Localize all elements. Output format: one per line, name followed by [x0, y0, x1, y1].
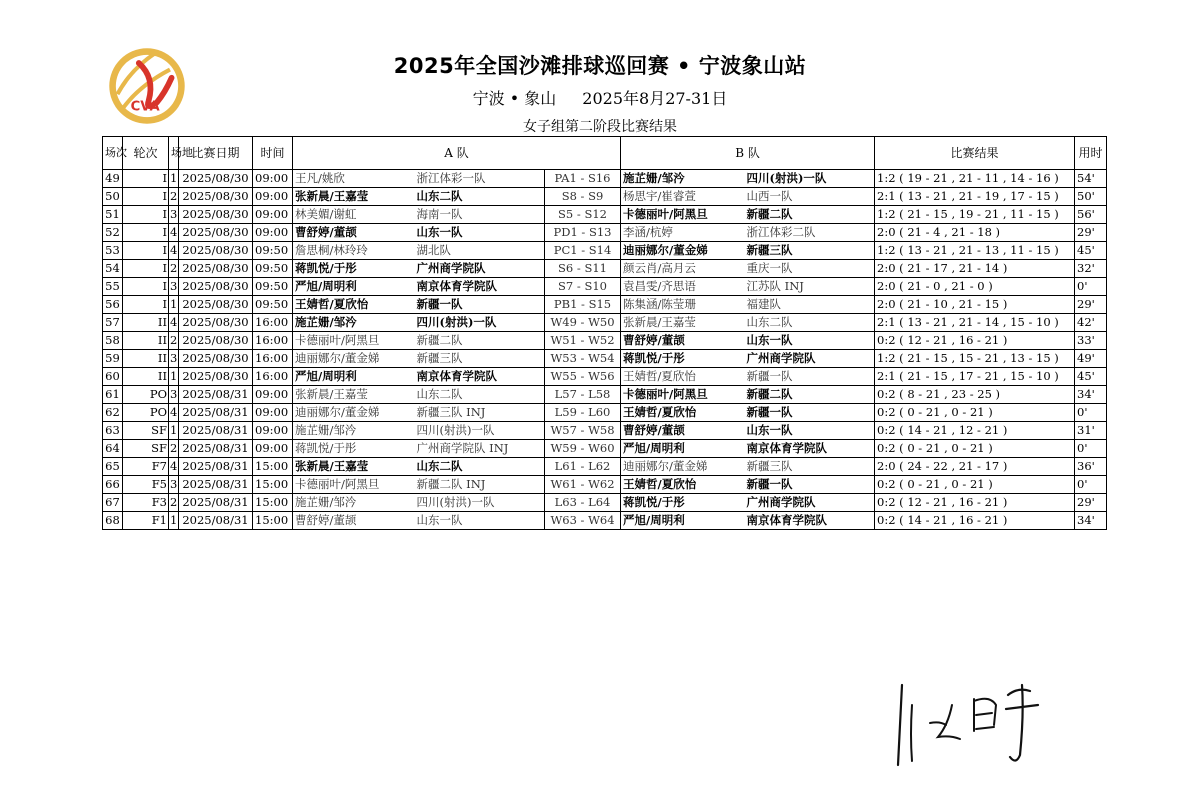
- team-b-name-cell: 新疆三队: [745, 242, 875, 260]
- handwritten-signature: [890, 665, 1050, 775]
- team-b-players-cell: 张新晨/王嘉莹: [621, 314, 745, 332]
- match-number-cell: 60: [103, 368, 123, 386]
- team-a-name-cell: 四川(射洪)一队: [415, 422, 545, 440]
- team-a-players-cell: 蒋凯悦/于彤: [293, 440, 415, 458]
- date-cell: 2025/08/31: [179, 476, 253, 494]
- table-row: [103, 332, 1107, 350]
- results-subheading: 女子组第二阶段比赛结果: [523, 119, 677, 135]
- time-cell: 09:50: [253, 278, 293, 296]
- seed-cell: W49 - W50: [545, 314, 621, 332]
- round-cell: I: [123, 188, 169, 206]
- date-cell: 2025/08/30: [179, 332, 253, 350]
- team-a-players-cell: 张新晨/王嘉莹: [293, 458, 415, 476]
- duration-cell: 45': [1075, 368, 1107, 386]
- team-a-players-cell: 严旭/周明利: [293, 278, 415, 296]
- team-b-name-cell: 新疆三队: [745, 458, 875, 476]
- seed-cell: L57 - L58: [545, 386, 621, 404]
- team-a-name-cell: 山东二队: [415, 386, 545, 404]
- date-cell: 2025/08/30: [179, 314, 253, 332]
- match-number-cell: 51: [103, 206, 123, 224]
- date-cell: 2025/08/30: [179, 260, 253, 278]
- duration-cell: 31': [1075, 422, 1107, 440]
- match-number-cell: 53: [103, 242, 123, 260]
- date-cell: 2025/08/31: [179, 494, 253, 512]
- date-cell: 2025/08/30: [179, 206, 253, 224]
- result-cell: 2:0 ( 21 - 4 , 21 - 18 ): [875, 224, 1075, 242]
- round-cell: I: [123, 206, 169, 224]
- result-cell: 2:0 ( 21 - 17 , 21 - 14 ): [875, 260, 1075, 278]
- team-b-name-cell: 山西一队: [745, 188, 875, 206]
- round-cell: I: [123, 296, 169, 314]
- seed-cell: W57 - W58: [545, 422, 621, 440]
- seed-cell: PD1 - S13: [545, 224, 621, 242]
- team-a-players-cell: 王婧哲/夏欣怡: [293, 296, 415, 314]
- team-a-players-cell: 张新晨/王嘉莹: [293, 188, 415, 206]
- team-b-players-cell: 迪丽娜尔/董金娣: [621, 458, 745, 476]
- result-cell: 2:0 ( 21 - 10 , 21 - 15 ): [875, 296, 1075, 314]
- col-header-duration: 用时: [1075, 137, 1107, 170]
- duration-cell: 45': [1075, 242, 1107, 260]
- time-cell: 16:00: [253, 332, 293, 350]
- seed-cell: L63 - L64: [545, 494, 621, 512]
- team-b-players-cell: 王婧哲/夏欣怡: [621, 368, 745, 386]
- team-a-name-cell: 广州商学院队: [415, 260, 545, 278]
- match-number-cell: 59: [103, 350, 123, 368]
- time-cell: 09:00: [253, 188, 293, 206]
- table-row: [103, 494, 1107, 512]
- team-b-players-cell: 陈集涵/陈莹珊: [621, 296, 745, 314]
- round-cell: I: [123, 260, 169, 278]
- seed-cell: L59 - L60: [545, 404, 621, 422]
- match-number-cell: 52: [103, 224, 123, 242]
- court-cell: 1: [169, 512, 179, 530]
- round-cell: II: [123, 314, 169, 332]
- team-b-name-cell: 重庆一队: [745, 260, 875, 278]
- date-cell: 2025/08/30: [179, 188, 253, 206]
- duration-cell: 50': [1075, 188, 1107, 206]
- team-a-name-cell: 山东二队: [415, 458, 545, 476]
- team-b-name-cell: 新疆一队: [745, 368, 875, 386]
- duration-cell: 56': [1075, 206, 1107, 224]
- team-a-name-cell: 新疆三队 INJ: [415, 404, 545, 422]
- team-a-name-cell: 海南一队: [415, 206, 545, 224]
- col-header-time: 时间: [253, 137, 293, 170]
- time-cell: 15:00: [253, 494, 293, 512]
- team-a-name-cell: 南京体育学院队: [415, 368, 545, 386]
- col-header-round: 轮次: [123, 137, 169, 170]
- table-row: [103, 422, 1107, 440]
- table-row: [103, 458, 1107, 476]
- time-cell: 09:00: [253, 170, 293, 188]
- time-cell: 16:00: [253, 368, 293, 386]
- court-cell: 3: [169, 386, 179, 404]
- team-a-name-cell: 浙江体彩一队: [415, 170, 545, 188]
- team-b-name-cell: 新疆二队: [745, 206, 875, 224]
- round-cell: F7: [123, 458, 169, 476]
- team-a-name-cell: 山东一队: [415, 224, 545, 242]
- team-b-name-cell: 四川(射洪)一队: [745, 170, 875, 188]
- page-title: 2025年全国沙滩排球巡回赛 • 宁波象山站: [393, 54, 807, 78]
- match-number-cell: 68: [103, 512, 123, 530]
- seed-cell: PB1 - S15: [545, 296, 621, 314]
- event-dates: 2025年8月27-31日: [582, 89, 728, 108]
- team-a-players-cell: 曹舒婷/董颉: [293, 512, 415, 530]
- court-cell: 3: [169, 206, 179, 224]
- team-a-players-cell: 迪丽娜尔/董金娣: [293, 350, 415, 368]
- result-cell: 2:0 ( 21 - 0 , 21 - 0 ): [875, 278, 1075, 296]
- team-b-name-cell: 浙江体彩二队: [745, 224, 875, 242]
- result-cell: 2:1 ( 13 - 21 , 21 - 19 , 17 - 15 ): [875, 188, 1075, 206]
- team-a-players-cell: 卡德丽叶/阿黑旦: [293, 476, 415, 494]
- team-b-players-cell: 李涵/杭婷: [621, 224, 745, 242]
- team-a-name-cell: 山东一队: [415, 512, 545, 530]
- result-cell: 1:2 ( 21 - 15 , 19 - 21 , 11 - 15 ): [875, 206, 1075, 224]
- round-cell: I: [123, 278, 169, 296]
- result-cell: 0:2 ( 14 - 21 , 16 - 21 ): [875, 512, 1075, 530]
- date-cell: 2025/08/30: [179, 278, 253, 296]
- date-cell: 2025/08/30: [179, 350, 253, 368]
- team-b-players-cell: 王婧哲/夏欣怡: [621, 476, 745, 494]
- duration-cell: 36': [1075, 458, 1107, 476]
- match-number-cell: 64: [103, 440, 123, 458]
- table-row: [103, 386, 1107, 404]
- date-cell: 2025/08/30: [179, 170, 253, 188]
- table-row: [103, 296, 1107, 314]
- date-cell: 2025/08/30: [179, 296, 253, 314]
- table-row: [103, 242, 1107, 260]
- team-b-name-cell: 山东一队: [745, 332, 875, 350]
- team-b-players-cell: 蒋凯悦/于彤: [621, 350, 745, 368]
- team-b-players-cell: 杨思宇/崔睿萱: [621, 188, 745, 206]
- round-cell: PO: [123, 404, 169, 422]
- match-number-cell: 50: [103, 188, 123, 206]
- match-number-cell: 55: [103, 278, 123, 296]
- team-b-players-cell: 严旭/周明利: [621, 440, 745, 458]
- team-b-name-cell: 福建队: [745, 296, 875, 314]
- result-cell: 0:2 ( 0 - 21 , 0 - 21 ): [875, 440, 1075, 458]
- table-row: [103, 170, 1107, 188]
- seed-cell: S5 - S12: [545, 206, 621, 224]
- team-a-players-cell: 施芷姗/邹汵: [293, 494, 415, 512]
- col-header-result: 比赛结果: [875, 137, 1075, 170]
- round-cell: II: [123, 350, 169, 368]
- seed-cell: W51 - W52: [545, 332, 621, 350]
- court-cell: 1: [169, 296, 179, 314]
- result-cell: 0:2 ( 0 - 21 , 0 - 21 ): [875, 476, 1075, 494]
- table-row: [103, 224, 1107, 242]
- court-cell: 2: [169, 188, 179, 206]
- result-cell: 0:2 ( 12 - 21 , 16 - 21 ): [875, 332, 1075, 350]
- team-b-players-cell: 卡德丽叶/阿黑旦: [621, 206, 745, 224]
- duration-cell: 32': [1075, 260, 1107, 278]
- seed-cell: W59 - W60: [545, 440, 621, 458]
- team-a-players-cell: 曹舒婷/董颉: [293, 224, 415, 242]
- table-header-row: [103, 137, 1107, 170]
- time-cell: 15:00: [253, 458, 293, 476]
- team-b-name-cell: 江苏队 INJ: [745, 278, 875, 296]
- court-cell: 4: [169, 224, 179, 242]
- seed-cell: W61 - W62: [545, 476, 621, 494]
- team-b-players-cell: 迪丽娜尔/董金娣: [621, 242, 745, 260]
- seed-cell: PA1 - S16: [545, 170, 621, 188]
- team-b-name-cell: 广州商学院队: [745, 494, 875, 512]
- col-header-court: 场地: [169, 137, 179, 170]
- time-cell: 09:00: [253, 206, 293, 224]
- duration-cell: 42': [1075, 314, 1107, 332]
- team-a-name-cell: 四川(射洪)一队: [415, 494, 545, 512]
- team-b-players-cell: 王婧哲/夏欣怡: [621, 404, 745, 422]
- match-number-cell: 49: [103, 170, 123, 188]
- team-b-players-cell: 曹舒婷/董颉: [621, 422, 745, 440]
- result-cell: 1:2 ( 19 - 21 , 21 - 11 , 14 - 16 ): [875, 170, 1075, 188]
- court-cell: 4: [169, 314, 179, 332]
- duration-cell: 0': [1075, 476, 1107, 494]
- duration-cell: 29': [1075, 494, 1107, 512]
- time-cell: 09:00: [253, 224, 293, 242]
- time-cell: 15:00: [253, 512, 293, 530]
- table-row: [103, 206, 1107, 224]
- round-cell: I: [123, 224, 169, 242]
- team-a-players-cell: 林美媚/谢虹: [293, 206, 415, 224]
- court-cell: 1: [169, 170, 179, 188]
- date-cell: 2025/08/31: [179, 458, 253, 476]
- court-cell: 4: [169, 458, 179, 476]
- team-a-name-cell: 四川(射洪)一队: [415, 314, 545, 332]
- table-row: [103, 512, 1107, 530]
- time-cell: 16:00: [253, 314, 293, 332]
- team-b-name-cell: 山东二队: [745, 314, 875, 332]
- event-location: 宁波 • 象山: [472, 89, 557, 108]
- team-a-players-cell: 蒋凯悦/于彤: [293, 260, 415, 278]
- date-cell: 2025/08/30: [179, 368, 253, 386]
- match-number-cell: 63: [103, 422, 123, 440]
- match-number-cell: 58: [103, 332, 123, 350]
- col-header-team-a: A 队: [293, 137, 621, 170]
- duration-cell: 29': [1075, 296, 1107, 314]
- team-a-name-cell: 广州商学院队 INJ: [415, 440, 545, 458]
- court-cell: 4: [169, 404, 179, 422]
- round-cell: I: [123, 170, 169, 188]
- team-b-name-cell: 南京体育学院队: [745, 512, 875, 530]
- court-cell: 2: [169, 332, 179, 350]
- court-cell: 1: [169, 368, 179, 386]
- team-a-players-cell: 卡德丽叶/阿黑旦: [293, 332, 415, 350]
- svg-text:CVA: CVA: [130, 99, 160, 115]
- court-cell: 2: [169, 494, 179, 512]
- team-b-players-cell: 曹舒婷/董颉: [621, 332, 745, 350]
- table-row: [103, 188, 1107, 206]
- team-b-name-cell: 新疆二队: [745, 386, 875, 404]
- seed-cell: S7 - S10: [545, 278, 621, 296]
- result-cell: 1:2 ( 21 - 15 , 15 - 21 , 13 - 15 ): [875, 350, 1075, 368]
- match-number-cell: 56: [103, 296, 123, 314]
- duration-cell: 0': [1075, 440, 1107, 458]
- team-a-name-cell: 新疆三队: [415, 350, 545, 368]
- duration-cell: 49': [1075, 350, 1107, 368]
- result-cell: 0:2 ( 12 - 21 , 16 - 21 ): [875, 494, 1075, 512]
- table-row: [103, 404, 1107, 422]
- team-a-players-cell: 张新晨/王嘉莹: [293, 386, 415, 404]
- court-cell: 4: [169, 242, 179, 260]
- seed-cell: PC1 - S14: [545, 242, 621, 260]
- round-cell: F1: [123, 512, 169, 530]
- team-b-players-cell: 施芷姗/邹汵: [621, 170, 745, 188]
- col-header-team-b: B 队: [621, 137, 875, 170]
- seed-cell: W63 - W64: [545, 512, 621, 530]
- table-row: [103, 368, 1107, 386]
- team-a-name-cell: 新疆二队: [415, 332, 545, 350]
- team-a-name-cell: 山东二队: [415, 188, 545, 206]
- round-cell: II: [123, 368, 169, 386]
- court-cell: 1: [169, 422, 179, 440]
- seed-cell: L61 - L62: [545, 458, 621, 476]
- team-a-players-cell: 迪丽娜尔/董金娣: [293, 404, 415, 422]
- team-a-name-cell: 湖北队: [415, 242, 545, 260]
- time-cell: 16:00: [253, 350, 293, 368]
- court-cell: 3: [169, 350, 179, 368]
- round-cell: II: [123, 332, 169, 350]
- round-cell: F5: [123, 476, 169, 494]
- table-row: [103, 350, 1107, 368]
- cva-logo: [106, 45, 188, 127]
- result-cell: 1:2 ( 13 - 21 , 21 - 13 , 11 - 15 ): [875, 242, 1075, 260]
- team-b-players-cell: 颜云肖/高月云: [621, 260, 745, 278]
- result-cell: 0:2 ( 8 - 21 , 23 - 25 ): [875, 386, 1075, 404]
- table-row: [103, 278, 1107, 296]
- result-cell: 2:1 ( 13 - 21 , 21 - 14 , 15 - 10 ): [875, 314, 1075, 332]
- match-number-cell: 62: [103, 404, 123, 422]
- table-row: [103, 260, 1107, 278]
- date-cell: 2025/08/31: [179, 440, 253, 458]
- round-cell: PO: [123, 386, 169, 404]
- duration-cell: 0': [1075, 404, 1107, 422]
- col-header-date: 比赛日期: [179, 137, 253, 170]
- court-cell: 3: [169, 278, 179, 296]
- duration-cell: 29': [1075, 224, 1107, 242]
- table-row: [103, 314, 1107, 332]
- results-table: [102, 136, 1107, 530]
- team-a-name-cell: 新疆一队: [415, 296, 545, 314]
- team-b-name-cell: 山东一队: [745, 422, 875, 440]
- result-cell: 2:1 ( 21 - 15 , 17 - 21 , 15 - 10 ): [875, 368, 1075, 386]
- team-b-name-cell: 新疆一队: [745, 404, 875, 422]
- col-header-match: 场次: [103, 137, 123, 170]
- team-a-players-cell: 詹思桐/林玲玲: [293, 242, 415, 260]
- duration-cell: 54': [1075, 170, 1107, 188]
- duration-cell: 33': [1075, 332, 1107, 350]
- date-cell: 2025/08/31: [179, 422, 253, 440]
- team-a-name-cell: 新疆二队 INJ: [415, 476, 545, 494]
- date-cell: 2025/08/31: [179, 404, 253, 422]
- match-number-cell: 65: [103, 458, 123, 476]
- court-cell: 3: [169, 476, 179, 494]
- match-number-cell: 61: [103, 386, 123, 404]
- team-b-players-cell: 袁昌雯/齐思语: [621, 278, 745, 296]
- team-a-players-cell: 严旭/周明利: [293, 368, 415, 386]
- event-location-dates: [300, 86, 900, 109]
- time-cell: 09:50: [253, 296, 293, 314]
- date-cell: 2025/08/31: [179, 512, 253, 530]
- time-cell: 15:00: [253, 476, 293, 494]
- match-number-cell: 54: [103, 260, 123, 278]
- time-cell: 09:50: [253, 260, 293, 278]
- team-b-players-cell: 蒋凯悦/于彤: [621, 494, 745, 512]
- team-b-name-cell: 广州商学院队: [745, 350, 875, 368]
- team-a-name-cell: 南京体育学院队: [415, 278, 545, 296]
- table-row: [103, 440, 1107, 458]
- time-cell: 09:00: [253, 386, 293, 404]
- duration-cell: 0': [1075, 278, 1107, 296]
- match-number-cell: 66: [103, 476, 123, 494]
- seed-cell: S8 - S9: [545, 188, 621, 206]
- date-cell: 2025/08/30: [179, 242, 253, 260]
- time-cell: 09:00: [253, 404, 293, 422]
- seed-cell: S6 - S11: [545, 260, 621, 278]
- round-cell: I: [123, 242, 169, 260]
- duration-cell: 34': [1075, 386, 1107, 404]
- team-b-players-cell: 严旭/周明利: [621, 512, 745, 530]
- team-b-name-cell: 新疆一队: [745, 476, 875, 494]
- team-a-players-cell: 施芷姗/邹汵: [293, 422, 415, 440]
- team-a-players-cell: 施芷姗/邹汵: [293, 314, 415, 332]
- match-number-cell: 57: [103, 314, 123, 332]
- team-b-players-cell: 卡德丽叶/阿黑旦: [621, 386, 745, 404]
- seed-cell: W53 - W54: [545, 350, 621, 368]
- seed-cell: W55 - W56: [545, 368, 621, 386]
- round-cell: F3: [123, 494, 169, 512]
- time-cell: 09:00: [253, 422, 293, 440]
- result-cell: 0:2 ( 14 - 21 , 12 - 21 ): [875, 422, 1075, 440]
- time-cell: 09:50: [253, 242, 293, 260]
- court-cell: 2: [169, 440, 179, 458]
- match-number-cell: 67: [103, 494, 123, 512]
- result-cell: 2:0 ( 24 - 22 , 21 - 17 ): [875, 458, 1075, 476]
- results-body: [103, 170, 1107, 530]
- time-cell: 09:00: [253, 440, 293, 458]
- court-cell: 2: [169, 260, 179, 278]
- round-cell: SF: [123, 440, 169, 458]
- round-cell: SF: [123, 422, 169, 440]
- table-row: [103, 476, 1107, 494]
- team-a-players-cell: 王凡/姚欣: [293, 170, 415, 188]
- date-cell: 2025/08/31: [179, 386, 253, 404]
- date-cell: 2025/08/30: [179, 224, 253, 242]
- result-cell: 0:2 ( 0 - 21 , 0 - 21 ): [875, 404, 1075, 422]
- duration-cell: 34': [1075, 512, 1107, 530]
- team-b-name-cell: 南京体育学院队: [745, 440, 875, 458]
